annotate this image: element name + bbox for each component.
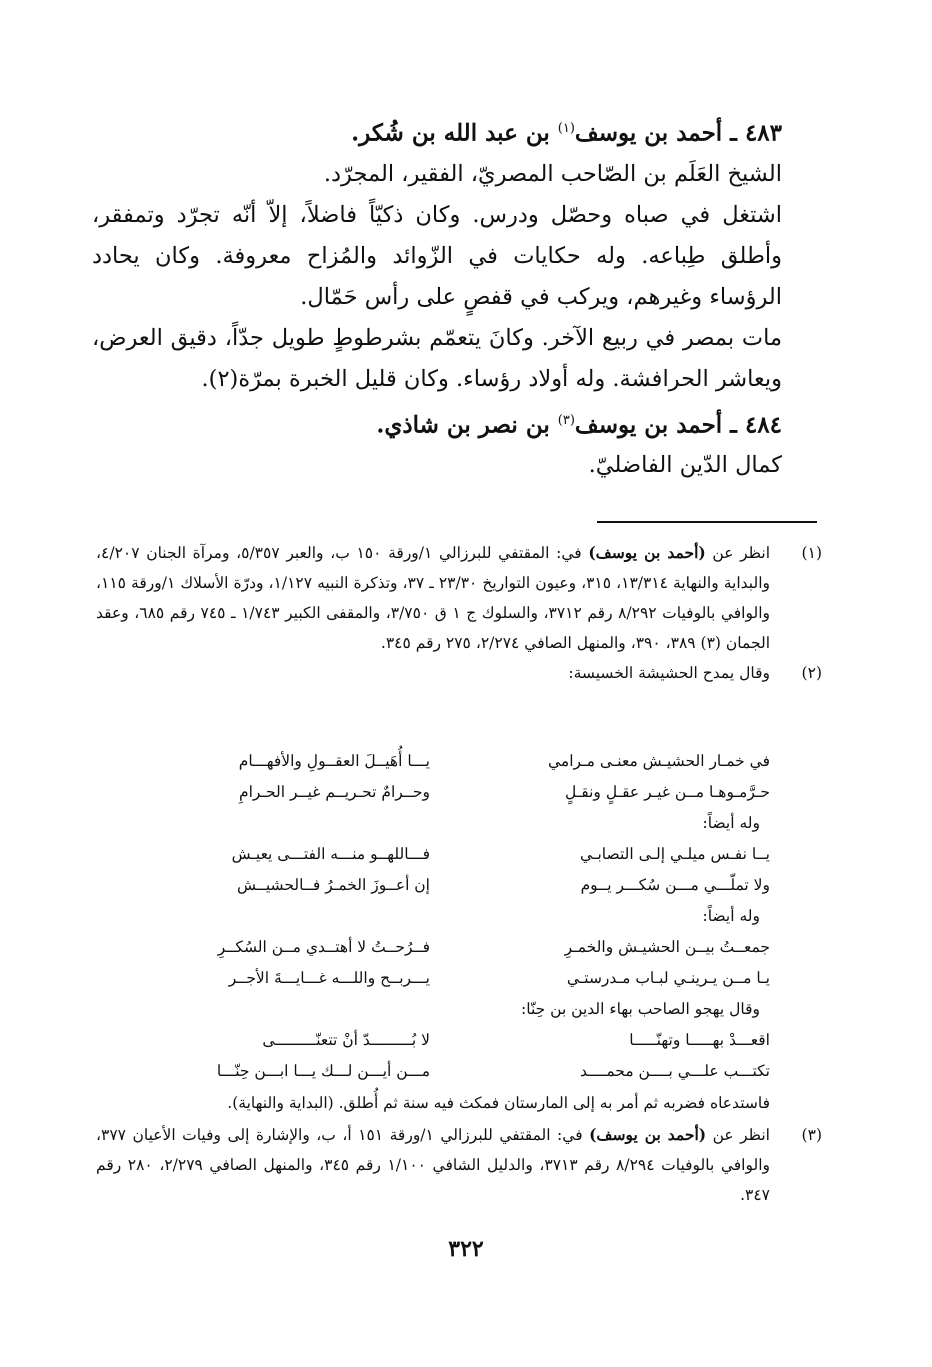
verse-first-half: جمعــتُ بيــن الحشيـش والخمـرِ — [564, 938, 770, 956]
verse-first-half: يـا مــن يـرينـي لبـاب مـدرستـي — [566, 969, 770, 987]
entry-heading-483: ٤٨٣ ـ أحمد بن يوسف$^{(١)}$ بن عبد الله بن شُكر. — [351, 119, 782, 147]
page-number: ٣٢٢ — [448, 1236, 484, 1262]
footnote-ref: (١) — [557, 121, 575, 136]
verse-second-half: لا بُـــــــــدّ أنْ تتعنّـــــــــى — [262, 1031, 430, 1049]
verse-second-half: إن أعــوزَ الخمـرُ فــالحشيــش — [237, 876, 430, 894]
verse — [140, 839, 770, 870]
verse — [140, 777, 770, 808]
verse-first-half: في خمـار الحشيـش معنـى مـرامي — [547, 752, 770, 770]
verse-second-half: فـــاللهــو منـــه الفتـــى يعيـش — [231, 845, 430, 863]
verse — [140, 1056, 770, 1087]
footnote-text: في: المقتفي للبرزالي ١/ورقة ١٥١ أ، ب، والإشارة إلى وفيات الأعيان ٣٧٧، والوافي بالوفيات ٨/٢٩٤ رقم ٣٧١٣، والدليل الشافي ١/١٠٠ رقم ٣٤٥، والمنهل الصافي ٢/٢٧٩، ٢٨٠ رقم ٣٤٧. — [96, 1126, 771, 1204]
footnotes — [96, 538, 822, 688]
entry-number: ٤٨٣ — [744, 119, 782, 147]
verse-first-half: ولا تملّـــي مـــن سُكـــر يــوم — [580, 876, 770, 894]
footnote-number: (٢) — [801, 664, 822, 682]
verse-second-half: فــرُحــتُ لا أهتــدي مــن السُكــرِ — [217, 938, 430, 956]
poem-intro: وقال يهجو الصاحب بهاء الدين بن حِنّا: — [521, 1000, 760, 1018]
entry-name-rest: بن نصر بن شاذي. — [376, 411, 550, 439]
paragraph-laqab: كمال الدّين الفاضليّ. — [588, 452, 782, 479]
verse-second-half: وحــرامٌ تحـريــم غيــر الحـرامِ — [239, 783, 430, 801]
verse — [140, 870, 770, 901]
entry-heading-484: ٤٨٤ ـ أحمد بن يوسف$^{(٣)}$ بن نصر بن شاذي. — [376, 411, 782, 439]
verse-first-half: تكتـــب علـــي بــــن محمــــد — [580, 1062, 770, 1080]
paragraph-title: الشيخ العَلَم بن الصّاحب المصريّ، الفقير، المجرّد. — [323, 160, 782, 187]
footnote-2 — [96, 658, 822, 688]
entry-name: أحمد بن يوسف — [574, 411, 723, 439]
entry-name-rest: بن عبد الله بن شُكر. — [351, 119, 550, 147]
poem-intro: وله أيضاً: — [702, 814, 760, 832]
footnote-3: (٣) انظر عن (أحمد بن يوسف) في: المقتفي للبرزالي ١/ورقة ١٥١ أ، ب، والإشارة إلى وفيات الأعيان ٣٧٧، والوافي بالوفيات ٨/٢٩٤ رقم ٣٧١٣، والدليل الشافي ١/١٠٠ رقم ٣٤٥، والمنهل الصافي ٢/٢٧٩، ٢٨٠ رقم ٣٤٧. — [96, 1120, 822, 1210]
footnote-number: (١) — [801, 544, 822, 562]
paragraph-biography: اشتغل في صباه وحصّل ودرس. وكان ذكيّاً فاضلاً، إلاّ أنّه تجرّد وتمفقر، وأطلق طِباعه. وله حكايات في الزّوائد والمُزاح معروفة. وكان يحادد الرؤساء وغيرهم، ويركب في قفصٍ على رأس حَمّال. — [92, 201, 782, 310]
footnotes-continued — [96, 1120, 822, 1210]
footnote-ref: (٣) — [557, 412, 575, 428]
verse — [140, 1025, 770, 1056]
footnote-number: (٣) — [801, 1126, 822, 1144]
footnote-1: (١) انظر عن (أحمد بن يوسف) في: المقتفي للبرزالي ١/ورقة ١٥٠ ب، والعبر ٥/٣٥٧، ومرآة الجنان ٤/٢٠٧، والبداية والنهاية ١٣/٣١٤، ٣١٥، وعيون التواريخ ٢٣/٣٠ ـ ٣٧، وتذكرة النبيه ١/١٢٧، ودرّة الأسلاك ١/ورقة ١١٥، والوافي بالوفيات ٨/٢٩٢ رقم ٣٧١٢، والسلوك ج ١ ق ٣/٧٥٠، والمقفى الكبير ١/٧٤٣ ـ ٧٤٥ رقم ٦٨٥، وعقد الجمان (٣) ٣٨٩، ٣٩٠، والمنهل الصافي ٢/٢٧٤، ٢٧٥ رقم ٣٤٥. — [96, 538, 822, 658]
verse — [140, 746, 770, 777]
entry-name: أحمد بن يوسف — [574, 119, 723, 147]
poem-tail-text: فاستدعاه فضربه ثم أمر به إلى المارستان فمكث فيه سنة ثم أُطلق. (البداية والنهاية). — [227, 1094, 770, 1112]
poems — [140, 746, 770, 1087]
verse — [140, 963, 770, 994]
verse-first-half: اقعـــدْ بهـــــا وتهنّـــــا — [629, 1031, 770, 1049]
main-text — [92, 108, 820, 486]
verse — [140, 932, 770, 963]
footnote-separator — [597, 521, 817, 523]
verse-second-half: يـــا أُهَيــلَ العقــولِ والأفهـــام — [238, 752, 430, 770]
verse-first-half: حـرَّمـوهـا مــن غيـر عقـلٍ ونقـلٍ — [564, 783, 770, 801]
footnote-text: في: المقتفي للبرزالي ١/ورقة ١٥٠ ب، والعبر ٥/٣٥٧، ومرآة الجنان ٤/٢٠٧، والبداية والنهاية ١٣/٣١٤، ٣١٥، وعيون التواريخ ٢٣/٣٠ ـ ٣٧، وتذكرة النبيه ١/١٢٧، ودرّة الأسلاك ١/ورقة ١١٥، والوافي بالوفيات ٨/٢٩٢ رقم ٣٧١٢، والسلوك ج ١ ق ٣/٧٥٠، والمقفى الكبير ١/٧٤٣ ـ ٧٤٥ رقم ٦٨٥، وعقد الجمان (٣) ٣٨٩، ٣٩٠، والمنهل الصافي ٢/٢٧٤، ٢٧٥ رقم ٣٤٥. — [96, 544, 771, 652]
poem-intro: وقال يمدح الحشيشة الخسيسة: — [568, 664, 770, 682]
paragraph-death: مات بمصر في ربيع الآخر. وكانَ يتعمّم بشرطوطٍ طويل جدّاً، دقيق العرض، ويعاشر الحرافشة. وله أولاد رؤساء. وكان قليل الخبرة بمرّة(٢). — [92, 324, 782, 392]
entry-number: ٤٨٤ — [744, 411, 782, 439]
verse-second-half: مـــن أيـــن لـــك يـــا ابـــن حِنّـــا — [216, 1062, 430, 1080]
verse-second-half: يـــربــح واللـــه غـــايـــةَ الأجــر — [228, 969, 430, 987]
verse-first-half: يــا نفـس ميلـي إلـى التصابـي — [580, 845, 770, 863]
poem-intro: وله أيضاً: — [702, 907, 760, 925]
